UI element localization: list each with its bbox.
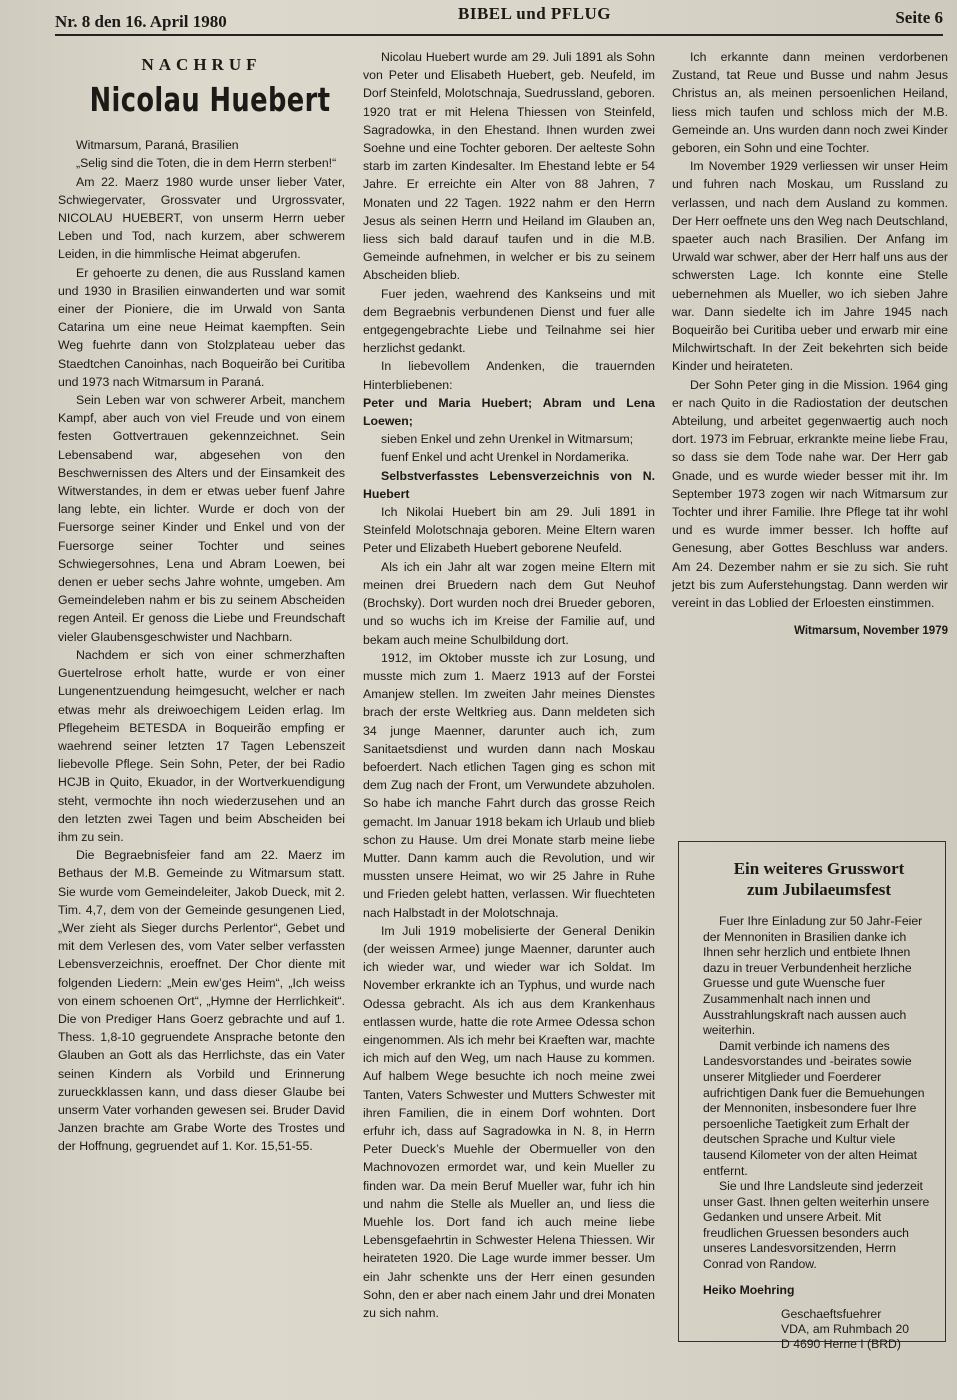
section-kicker: NACHRUF — [141, 55, 262, 74]
address-line: Geschaeftsfuehrer — [781, 1307, 882, 1322]
obituary-place: Witmarsum, Paraná, Brasilien — [76, 138, 239, 153]
obituary-paragraph: Er gehoerte zu denen, die aus Russland kamen und 1930 in Brasilien einwanderten und war somit einer der Pioniere, die im Urwald von Santa Catarina um eine neue Heimat kaempften. Sein Weg fuehrte dann von Stolzplateau ueber das Staedtchen Canoinhas, nach Boqueirão bei Curitiba und 1973 nach Witmarsum in Paraná. — [58, 265, 345, 389]
autobiography-paragraph: Als ich ein Jahr alt war zogen meine Eltern mit meinen drei Bruedern nach dem Gut Neuhof (Brochsky). Dort wurden noch drei Brueder geboren, und so wuchs ich im Kreise der Familie auf, und bekam auch meine Schulbildung dort. — [363, 559, 655, 647]
greeting-paragraph: Damit verbinde ich namens des Landesvorstandes und -beirates sowie unserer Mitglieder und Foerderer aufrichtigen Dank fuer die Bemuehungen der Mennoniten, insbesondere fuer Ihre persoenliche Taetigkeit zum Erhalt der deutschen Sprache und Kultur viele tausend Kilometer von der alten Heimat entfernt. — [703, 1038, 925, 1178]
greeting-title-line-2: zum Jubilaeumsfest — [746, 880, 892, 899]
column-1 — [58, 48, 345, 1156]
greeting-title — [703, 858, 935, 900]
autobiography-paragraph: Der Sohn Peter ging in die Mission. 1964 ging er nach Quito in die Radiostation der deutschen Abteilung, und arbeitet gegenwaertig auch noch dort. 1973 im Februar, erkrankte meine liebe Frau, so dass sie dem Tode nahe war. Der Herr gab Gnade, und es wurde wieder besser mit ihr. Im September 1973 zogen wir nach Witmarsum zur Tochter und ihrer Familie. Ihre Pflege tat ihr wohl und es wurde immer besser. Ich hoffte auf Genesung, aber Gottes Beschluss war anders. Am 24. Dezember nahm er sie zu sich. Sie ruht jetzt bis zum Auferstehungstag. Dann werden wir vereint in das Loblied der Erloesten einstimmen. — [672, 377, 948, 611]
newspaper-title: BIBEL und PFLUG — [458, 4, 612, 23]
autobiography-paragraph: Ich Nikolai Huebert bin am 29. Juli 1891 in Steinfeld Molotschnaja geboren. Meine Eltern waren Peter und Elizabeth Huebert geborene Neufeld. — [363, 505, 655, 556]
issue-date: Nr. 8 den 16. April 1980 — [55, 12, 227, 31]
greeting-paragraph: Sie und Ihre Landsleute sind jederzeit unser Gast. Ihnen gelten weiterhin unsere Gedanken und unsere Arbeit. Mit freudlichen Gruessen besonders auch unseres Landesvorsitzenden, Herrn Conrad von Randow. — [703, 1179, 930, 1272]
obituary-paragraph: Am 22. Maerz 1980 wurde unser lieber Vater, Schwiegervater, Grossvater und Urgrossvater, NICOLAU HUEBERT, von unserm Herrn ueber Leben und Tod, nach kurzem, aber schwerem Leiden, in die himmlische Heimat abgerufen. — [58, 174, 345, 262]
autobiography-paragraph: Im November 1929 verliessen wir unser Heim und fuhren nach Moskau, um Russland zu verlassen, und nach dem Ausland zu kommen. Der Herr oeffnete uns den Weg nach Deutschland, spaeter auch nach Brasilien. Der Anfang im Urwald war schwer, aber der Herr half uns aus der schwersten Lage. Ich konnte eine Stelle uebernehmen als Mueller, wo ich sieben Jahre war. Dann siedelte ich im Jahre 1945 nach Boqueirão bei Curitiba ueber und erwarb mir eine Milchwirtschaft. In der Zeit bekehrten sich beide Kinder und heirateten. — [672, 159, 948, 374]
greeting-paragraph: Fuer Ihre Einladung zur 50 Jahr-Feier der Mennoniten in Brasilien danke ich Ihnen sehr herzlich und entbiete Ihnen dazu in treuer Verbundenheit herzliche Gruesse und gute Wuensche fuer Zusammenhalt nach innen und Ausstrahlungskraft nach aussen auch weiterhin. — [703, 914, 923, 1038]
autobiography-paragraph: Im Juli 1919 mobelisierte der General Denikin (der weissen Armee) junge Maenner, darunter auch ich wieder war, und wieder war ich Soldat. Im November erkrankte ich an Typhus, und wurde nach Odessa gebracht. Als ich aus dem Krankenhaus entlassen wurde, hatte die rote Armee Odessa schon eingenommen. Als ich mehr bei Kraeften war, machte ich mich auf den Weg, um nach Hause zu kommen. Auf halbem Wege besuchte ich noch meine zwei Tanten, Vaters Schwester und Mutters Schwester mit ihren Familien, die in einem Dorf wohnten. Dort erfuhr ich, dass auf Sagradowka in N. 8, in Herrn Peter Dueck’s Muehle der Obermueller von den Machnovozen ermordet war, und kein Mueller zu finden war. Da mein Beruf Mueller war, fuhr ich hin und nahm die Stelle als Mueller an, und liess die Muehle los. Dort fand ich auch meine liebe Lebensgefaehrtin in Schwester Helena Thiessen. Wir heirateten 1920. Die Lage wurde immer besser. Um ein Jahr schenkte uns der Herr einen gesunden Sohn, den er aber nach einem Jahr und drei Monaten zu sich nahm. — [363, 923, 655, 1321]
obituary-paragraph: Nachdem er sich von einer schmerzhaften Guertelrose erholt hatte, wurde er von einer Lungenentzuendung heimgesucht, welcher er nach etwas mehr als dreiwoechigem Leiden erlag. Im Pflegeheim BETESDA in Boqueirão empfing er waehrend seiner letzten 17 Tagen Lebenszeit liebevolle Pflege. Sein Sohn, Peter, der bei Radio HCJB in Quito, Ekuador, in der Wortverkuendigung steht, vermochte ihn noch wiederzusehen und an den letzten zwei Tagen und beim Abscheiden bei ihm zu sein. — [58, 647, 345, 844]
address-line: D 4690 Herne I (BRD) — [781, 1337, 901, 1352]
autobiography-paragraph: Ich erkannte dann meinen verdorbenen Zustand, tat Reue und Busse und nahm Jesus Christus an, als meinen persoenlichen Heiland, liess mich taufen und schloss mich der M.B. Gemeinde an. Uns wurden dann noch zwei Kinder geboren, ein Sohn und eine Tochter. — [672, 50, 948, 156]
greeting-box — [678, 841, 946, 1352]
obituary-paragraph: In liebevollem Andenken, die trauernden Hinterbliebenen: — [363, 359, 655, 392]
greeting-signer: Heiko Moehring — [703, 1282, 795, 1297]
page-number: Seite 6 — [895, 8, 943, 27]
autobiography-title: Selbstverfasstes Lebensverzeichnis von N. Huebert — [363, 468, 655, 501]
greeting-address — [781, 1307, 935, 1352]
obituary-paragraph: Die Begraebnisfeier fand am 22. Maerz im Bethaus der M.B. Gemeinde zu Witmarsum statt. Sie wurde vom Gemeindeleiter, Jakob Dueck, mit 2. Tim. 4,7, dem von der Gemeinde gesungenen Lied, „Wer zieht als Sieger durchs Perlentor“, Gebet und mit dem Verlesen des, vom Vater selber verfassten Lebensverzeichnis, eroeffnet. Der Chor diente mit folgenden Liedern: „Mein ew’ges Heim“, „Ich weiss von einem schoenen Ort“, „Hymne der Herrlichkeit“. Die von Prediger Hans Goerz gebrachte und auf 1. Thess. 1,8-10 gegruendete Ansprache betonte den Glauben an Gott als das Herrlichste, das ein Vater seinen Kindern als Vorbild und Erinnerung zurueckklassen kann, und dass dieser Glaube bei unserm Vater vorhanden gewesen sei. Bruder David Janzen brachte am Grabe Worte des Trostes und der Hoffnung, gegruendet auf 1. Kor. 15,51-55. — [58, 848, 345, 1154]
column-3 — [672, 48, 948, 641]
obituary-paragraph: Nicolau Huebert wurde am 29. Juli 1891 als Sohn von Peter und Elisabeth Huebert, geb. Neufeld, im Dorf Steinfeld, Molotschnaja, Suedrussland, geboren. 1920 trat er mit Helena Thiessen von Steinfeld, Sagradowka, in den Ehestand. Ihnen wurden zwei Soehne und eine Tochter geboren. Der aelteste Sohn starb im zarten Kindesalter. Im Ehestand lebte er 54 Jahre. Er erreichte ein Alter von 88 Jahren, 7 Monaten und 22 Tagen. 1922 nahm er den Herrn Jesus als seinen Herrn und Heiland im Glauben an, liess sich bald darauf taufen und in die M.B. Gemeinde aufnehmen, in welcher er bis zu seinem Abscheiden blieb. — [363, 50, 655, 283]
survivors-line: fuenf Enkel und acht Urenkel in Nordamerika. — [381, 450, 630, 465]
survivors-line: sieben Enkel und zehn Urenkel in Witmarsum; — [381, 432, 634, 447]
autobiography-paragraph: 1912, im Oktober musste ich zur Losung, und musste mich zum 1. Maerz 1913 auf der Forstei Amanjew stellen. Im zweiten Jahr meines Dienstes brach der erste Weltkrieg aus. Dann meldeten sich 34 junge Maenner, darunter auch ich, zum Sanitaetsdienst und wurden dann nach Moskau befoerdert. Nach etlichen Tagen ging es schon mit dem Zug nach der Front, um Verwundete abzuholen. So habe ich manche Fahrt durch das grosse Reich gemacht. Im Januar 1918 bekam ich Urlaub und blieb schon zu Hause. Um drei Monate starb meine liebe Mutter. Dann kamm auch die Revolution, und wir mussten unsere Heimat, wo wir 25 Jahre in Ruhe und Frieden gelebt hatten, verlassen. Wir fluechteten nach Halbstadt in der Molotschnaja. — [363, 650, 655, 920]
obituary-name: Nicolau Huebert — [89, 80, 331, 120]
greeting-title-line-1: Ein weiteres Grusswort — [733, 859, 905, 878]
survivors-names: Peter und Maria Huebert; Abram und Lena Loewen; — [363, 395, 655, 429]
obituary-verse: „Selig sind die Toten, die in dem Herrn sterben!“ — [76, 156, 337, 171]
page-header — [55, 4, 943, 36]
column-2 — [363, 48, 655, 1322]
address-line: VDA, am Ruhmbach 20 — [781, 1322, 910, 1337]
obituary-paragraph: Fuer jeden, waehrend des Kankseins und mit dem Begraebnis verbundenen Dienst und fuer alle entgegengebrachte Liebe und Teilnahme sei hier herzlichst gedankt. — [363, 286, 655, 356]
autobiography-signature: Witmarsum, November 1979 — [794, 625, 948, 638]
obituary-paragraph: Sein Leben war von schwerer Arbeit, manchem Kampf, aber auch von viel Freude und von einem festen Gottvertrauen gekennzeichnet. Sein Lebensabend war, abgesehen von den Beschwernissen des Alters und der Einsamkeit des Witwerstandes, in dem er etwas ueber fuenf Jahre lang lebte, ein lichter. Wurde er doch von der Fuersorge seiner Kinder und Enkel und von der Fuersorge seiner Tochter und seines Schwiegersohnes, Lena und Abram Loewen, bei denen er ueber sechs Jahre wohnte, umgeben. Am Gemeindeleben nahm er bis zu seinem Abscheiden regen Anteil. Er genoss die Liebe und Freundschaft vieler Glaubensgeschwister und Nachbarn. — [58, 393, 345, 644]
